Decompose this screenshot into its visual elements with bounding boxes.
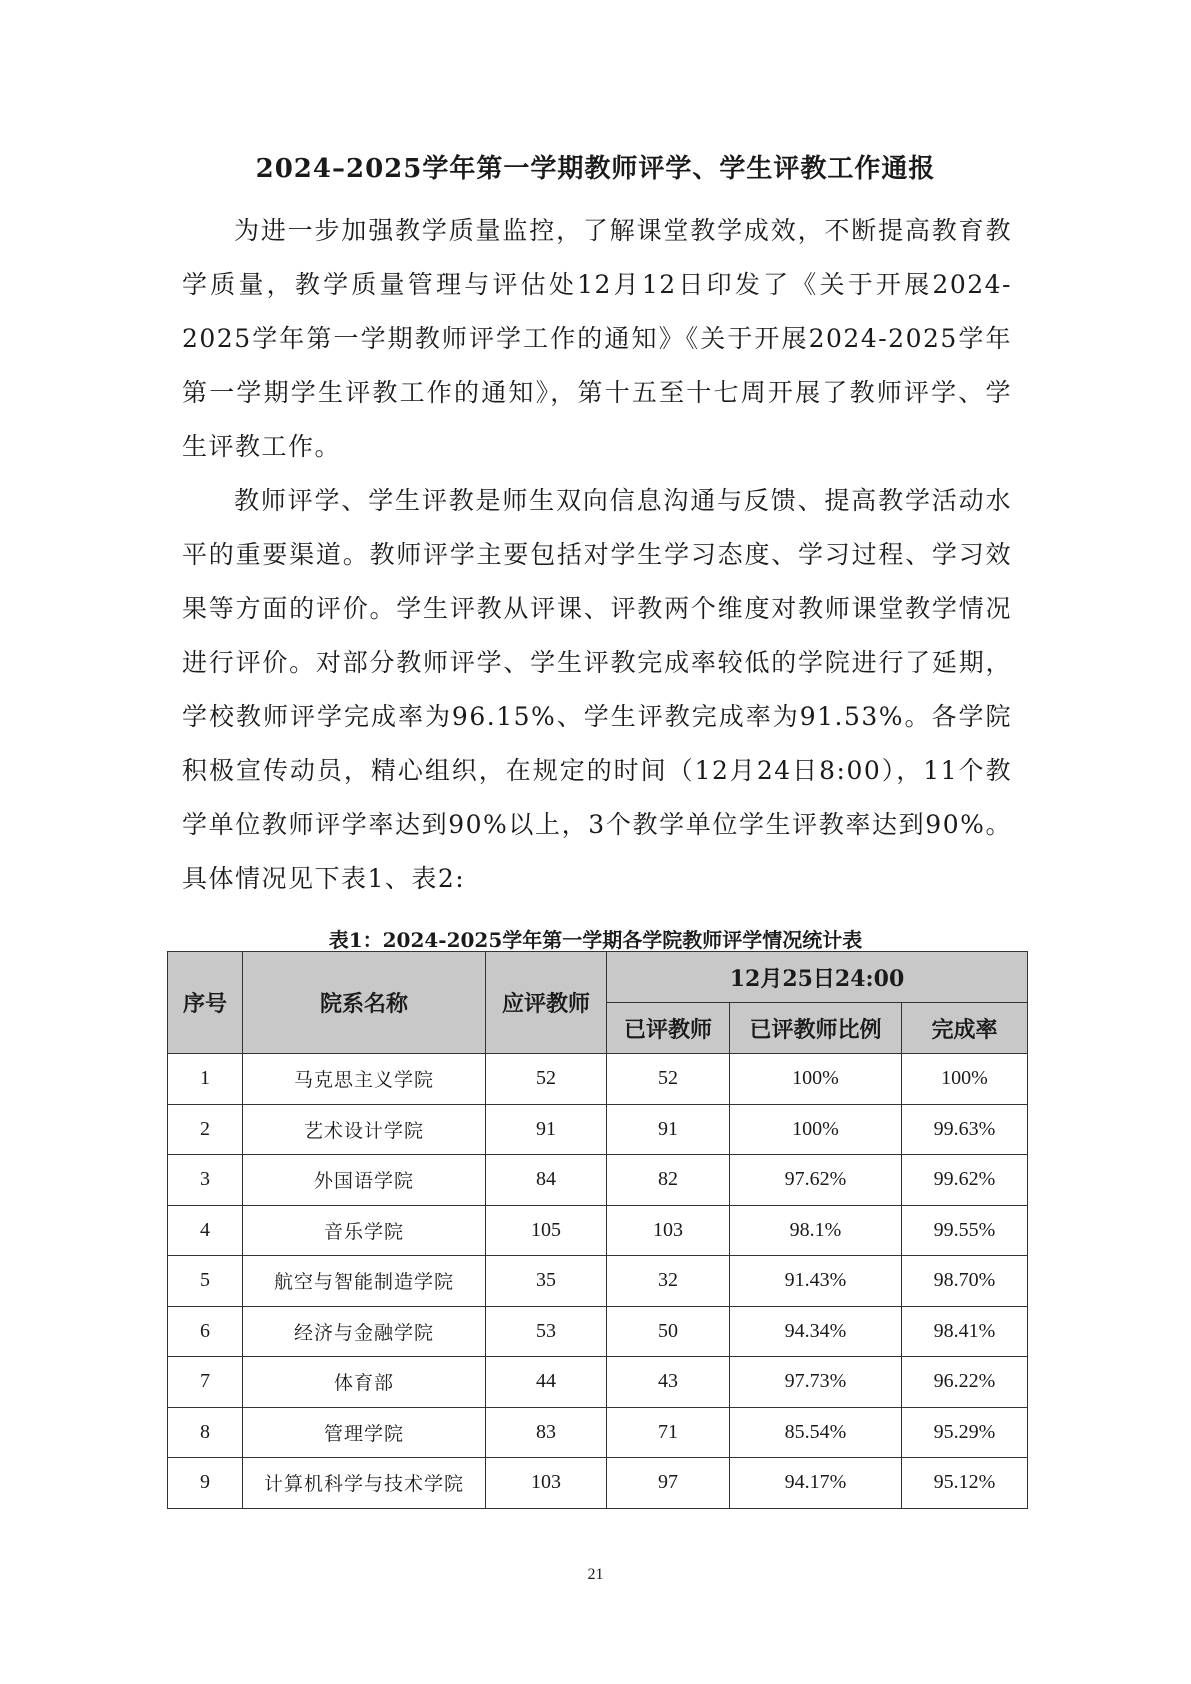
- table-header-row: [168, 952, 1028, 1003]
- cell-expected: 91: [486, 1104, 607, 1155]
- cell-completion: 99.63%: [902, 1104, 1028, 1155]
- cell-expected: 103: [486, 1458, 607, 1509]
- cell-evaluated: 32: [607, 1256, 730, 1307]
- cell-completion: 99.55%: [902, 1205, 1028, 1256]
- cell-expected: 84: [486, 1155, 607, 1206]
- table-row: [168, 1256, 1028, 1307]
- header-completion: 完成率: [902, 1003, 1028, 1054]
- table-row: [168, 1306, 1028, 1357]
- table-row: [168, 1104, 1028, 1155]
- cell-expected: 105: [486, 1205, 607, 1256]
- table-row: [168, 1407, 1028, 1458]
- cell-expected: 44: [486, 1357, 607, 1408]
- cell-completion: 96.22%: [902, 1357, 1028, 1408]
- header-expected: 应评教师: [486, 952, 607, 1054]
- cell-dept: 外国语学院: [243, 1155, 486, 1206]
- header-dept: 院系名称: [243, 952, 486, 1054]
- table-row: [168, 1357, 1028, 1408]
- cell-completion: 95.29%: [902, 1407, 1028, 1458]
- cell-expected: 53: [486, 1306, 607, 1357]
- cell-dept: 计算机科学与技术学院: [243, 1458, 486, 1509]
- cell-completion: 99.62%: [902, 1155, 1028, 1206]
- cell-ratio: 85.54%: [730, 1407, 902, 1458]
- cell-ratio: 98.1%: [730, 1205, 902, 1256]
- cell-dept: 航空与智能制造学院: [243, 1256, 486, 1307]
- cell-ratio: 97.62%: [730, 1155, 902, 1206]
- cell-dept: 管理学院: [243, 1407, 486, 1458]
- cell-evaluated: 52: [607, 1054, 730, 1105]
- cell-ratio: 94.34%: [730, 1306, 902, 1357]
- cell-ratio: 91.43%: [730, 1256, 902, 1307]
- cell-evaluated: 43: [607, 1357, 730, 1408]
- table-row: [168, 1054, 1028, 1105]
- cell-index: 5: [168, 1256, 243, 1307]
- cell-index: 7: [168, 1357, 243, 1408]
- cell-index: 9: [168, 1458, 243, 1509]
- cell-evaluated: 103: [607, 1205, 730, 1256]
- cell-dept: 体育部: [243, 1357, 486, 1408]
- cell-expected: 35: [486, 1256, 607, 1307]
- summary-paragraph: 教师评学、学生评教是师生双向信息沟通与反馈、提高教学活动水平的重要渠道。教师评学主要包括对学生学习态度、学习过程、学习效果等方面的评价。学生评教从评课、评教两个维度对教师课堂教学情况进行评价。对部分教师评学、学生评教完成率较低的学院进行了延期，学校教师评学完成率为96.15%、学生评教完成率为91.53%。各学院积极宣传动员，精心组织，在规定的时间（12月24日8:00），11个教学单位教师评学率达到90%以上，3个教学单位学生评教率达到90%。具体情况见下表1、表2:: [182, 486, 1012, 893]
- cell-index: 8: [168, 1407, 243, 1458]
- cell-evaluated: 50: [607, 1306, 730, 1357]
- cell-expected: 83: [486, 1407, 607, 1458]
- cell-completion: 98.41%: [902, 1306, 1028, 1357]
- table-row: [168, 1458, 1028, 1509]
- header-date-group: 12月25日24:00: [607, 952, 1028, 1003]
- cell-ratio: 100%: [730, 1054, 902, 1105]
- header-ratio: 已评教师比例: [730, 1003, 902, 1054]
- table-body: [168, 1054, 1028, 1509]
- cell-ratio: 94.17%: [730, 1458, 902, 1509]
- cell-completion: 100%: [902, 1054, 1028, 1105]
- header-evaluated: 已评教师: [607, 1003, 730, 1054]
- table-row: [168, 1155, 1028, 1206]
- cell-dept: 马克思主义学院: [243, 1054, 486, 1105]
- cell-ratio: 100%: [730, 1104, 902, 1155]
- cell-index: 4: [168, 1205, 243, 1256]
- cell-ratio: 97.73%: [730, 1357, 902, 1408]
- cell-expected: 52: [486, 1054, 607, 1105]
- cell-evaluated: 82: [607, 1155, 730, 1206]
- cell-evaluated: 91: [607, 1104, 730, 1155]
- table-caption: 表1：2024-2025学年第一学期各学院教师评学情况统计表: [328, 928, 863, 952]
- cell-index: 2: [168, 1104, 243, 1155]
- intro-paragraph: 为进一步加强教学质量监控，了解课堂教学成效，不断提高教育教学质量，教学质量管理与评估处12月12日印发了《关于开展2024-2025学年第一学期教师评学工作的通知》《关于开展2024-2025学年第一学期学生评教工作的通知》，第十五至十七周开展了教师评学、学生评教工作。: [182, 216, 1012, 461]
- header-index: 序号: [168, 952, 243, 1054]
- cell-index: 1: [168, 1054, 243, 1105]
- cell-index: 6: [168, 1306, 243, 1357]
- cell-completion: 98.70%: [902, 1256, 1028, 1307]
- cell-dept: 音乐学院: [243, 1205, 486, 1256]
- cell-evaluated: 97: [607, 1458, 730, 1509]
- table-row: [168, 1205, 1028, 1256]
- cell-dept: 艺术设计学院: [243, 1104, 486, 1155]
- page-number: 21: [587, 1566, 604, 1583]
- cell-evaluated: 71: [607, 1407, 730, 1458]
- cell-dept: 经济与金融学院: [243, 1306, 486, 1357]
- cell-index: 3: [168, 1155, 243, 1206]
- page-title: 2024–2025学年第一学期教师评学、学生评教工作通报: [255, 154, 936, 184]
- cell-completion: 95.12%: [902, 1458, 1028, 1509]
- teacher-evaluation-table: [167, 951, 1028, 1509]
